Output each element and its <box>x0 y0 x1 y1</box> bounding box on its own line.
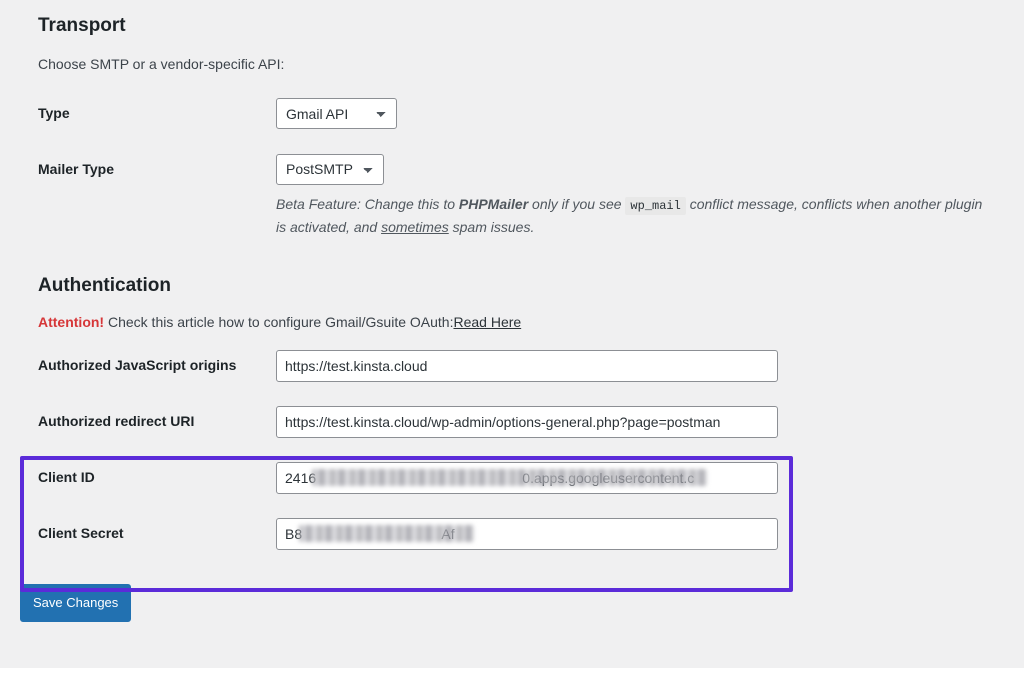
mailer-desc-underline: sometimes <box>381 218 449 235</box>
authorized-redirect-uri-label: Authorized redirect URI <box>38 413 195 430</box>
mailer-desc-part-2: only if you see <box>528 195 626 212</box>
mailer-type-label: Mailer Type <box>38 160 114 177</box>
client-secret-row <box>38 506 998 562</box>
mailer-type-description <box>276 193 988 239</box>
mailer-type-row <box>38 142 998 251</box>
client-id-cell <box>276 450 998 506</box>
authorized-redirect-uri-cell <box>276 394 998 450</box>
attention-label: Attention! <box>38 314 105 331</box>
transport-form-table <box>38 86 998 250</box>
read-here-link[interactable]: Read Here <box>453 314 522 331</box>
client-id-input[interactable] <box>276 462 778 494</box>
bottom-strip <box>0 668 1024 684</box>
type-label: Type <box>38 105 70 121</box>
client-secret-field-wrap <box>276 518 778 550</box>
mailer-type-select[interactable] <box>276 154 384 185</box>
type-row <box>38 86 998 142</box>
client-secret-input[interactable] <box>276 518 778 550</box>
mailer-type-cell <box>276 142 998 251</box>
mailer-desc-bold: PHPMailer <box>458 195 529 212</box>
transport-section-title: Transport <box>38 15 126 36</box>
transport-subtitle: Choose SMTP or a vendor-specific API: <box>38 56 285 72</box>
authorized-redirect-uri-row <box>38 394 998 450</box>
client-id-label: Client ID <box>38 469 95 486</box>
client-id-field-wrap <box>276 462 778 494</box>
client-secret-label: Client Secret <box>38 525 124 542</box>
authorized-javascript-origins-cell <box>276 338 998 394</box>
authorized-javascript-origins-label: Authorized JavaScript origins <box>38 357 237 374</box>
wp-mail-code: wp_mail <box>625 197 685 215</box>
authentication-section-title: Authentication <box>38 275 171 297</box>
authentication-form-table <box>38 338 998 562</box>
client-secret-cell <box>276 506 998 562</box>
mailer-desc-part-4: spam issues. <box>448 218 535 235</box>
authorized-javascript-origins-row <box>38 338 998 394</box>
authorized-redirect-uri-input[interactable] <box>276 406 778 438</box>
attention-text: Check this article how to configure Gmail/Gsuite OAuth: <box>104 314 454 331</box>
mailer-desc-part-3: conflict message, conflicts when another plugin is activated, and <box>276 195 983 235</box>
client-id-row <box>38 450 998 506</box>
authentication-attention <box>38 314 1024 330</box>
authorized-javascript-origins-input[interactable] <box>276 350 778 382</box>
save-changes-button[interactable]: Save Changes <box>20 584 131 622</box>
type-select[interactable] <box>276 98 397 129</box>
mailer-desc-part-1: Beta Feature: Change this to <box>276 195 459 212</box>
type-cell <box>276 86 998 142</box>
